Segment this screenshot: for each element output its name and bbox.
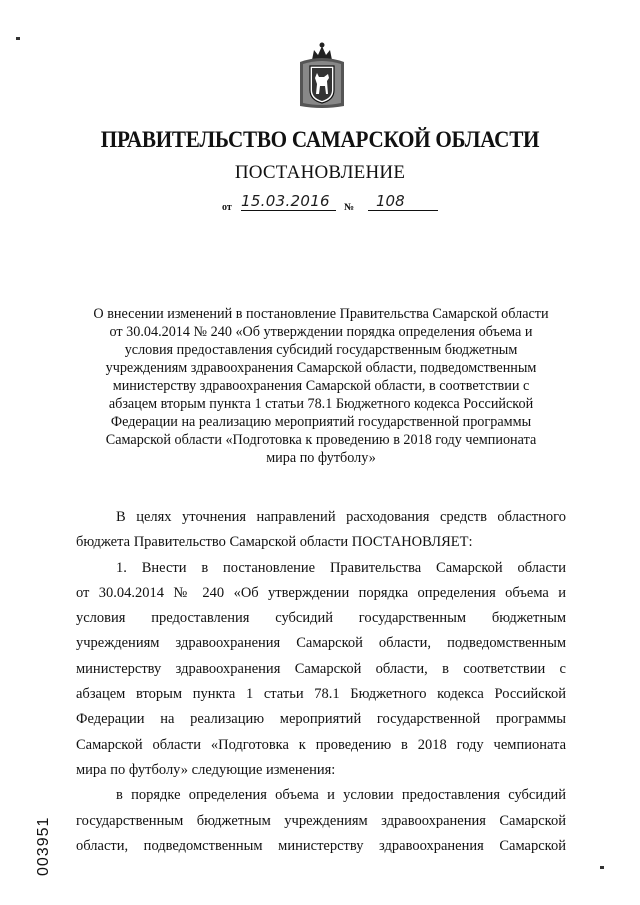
subject-line: Федерации на реализацию мероприятий государственной программы: [110, 414, 532, 430]
body-line: 1. Внести в постановление Правительства Самарской области: [116, 559, 566, 576]
body-line: министерству здравоохранения Самарской области, в соответствии с: [76, 660, 566, 677]
coat-of-arms-emblem: [298, 40, 346, 110]
body-line: абзацем вторым пункта 1 статьи 78.1 Бюджетного кодекса Российской: [76, 686, 566, 703]
subject-line: учреждениям здравоохранения Самарской области, подведомственным: [105, 360, 537, 376]
body-line: условия предоставления субсидий государственным бюджетным: [76, 610, 566, 627]
body-line: от 30.04.2014 № 240 «Об утверждении порядка определения объема и: [76, 584, 566, 601]
coat-of-arms-icon: [298, 40, 346, 110]
government-title: ПРАВИТЕЛЬСТВО САМАРСКОЙ ОБЛАСТИ: [100, 127, 540, 152]
document-date-number: [222, 192, 462, 218]
document-subject: [76, 305, 566, 467]
scan-mark: [16, 37, 20, 40]
subject-line: от 30.04.2014 № 240 «Об утверждении порядка определения объема и: [109, 324, 533, 340]
body-line: государственным бюджетным учреждениям здравоохранения Самарской: [76, 812, 566, 829]
from-label: от: [222, 202, 232, 213]
handwritten-date: 15.03.2016: [241, 192, 336, 211]
body-line: мира по футболу» следующие изменения:: [76, 761, 336, 778]
handwritten-number: 108: [368, 192, 438, 211]
body-line: Самарской области «Подготовка к проведению в 2018 году чемпионата: [76, 736, 566, 753]
scan-mark: [600, 866, 604, 869]
subject-line: Самарской области «Подготовка к проведению в 2018 году чемпионата: [105, 432, 537, 448]
subject-line: министерству здравоохранения Самарской области, в соответствии с: [112, 378, 530, 394]
body-line: бюджета Правительство Самарской области ПОСТАНОВЛЯЕТ:: [76, 534, 473, 551]
number-label: №: [344, 202, 355, 213]
registration-number: 003951: [35, 816, 52, 876]
subject-line: О внесении изменений в постановление Правительства Самарской области: [93, 306, 549, 322]
body-line: Федерации на реализацию мероприятий государственной программы: [76, 711, 566, 728]
body-line: в порядке определения объема и условии предоставления субсидий: [116, 787, 566, 804]
subject-line: мира по футболу»: [266, 450, 376, 466]
body-line: области, подведомственным министерству здравоохранения Самарской: [76, 837, 566, 854]
subject-line: абзацем вторым пункта 1 статьи 78.1 Бюджетного кодекса Российской: [108, 396, 534, 412]
document-type: ПОСТАНОВЛЕНИЕ: [234, 162, 406, 183]
document-body: [76, 505, 566, 859]
subject-line: условия предоставления субсидий государственным бюджетным: [124, 342, 518, 358]
body-line: В целях уточнения направлений расходования средств областного: [116, 509, 566, 525]
body-line: учреждениям здравоохранения Самарской области, подведомственным: [76, 635, 566, 652]
